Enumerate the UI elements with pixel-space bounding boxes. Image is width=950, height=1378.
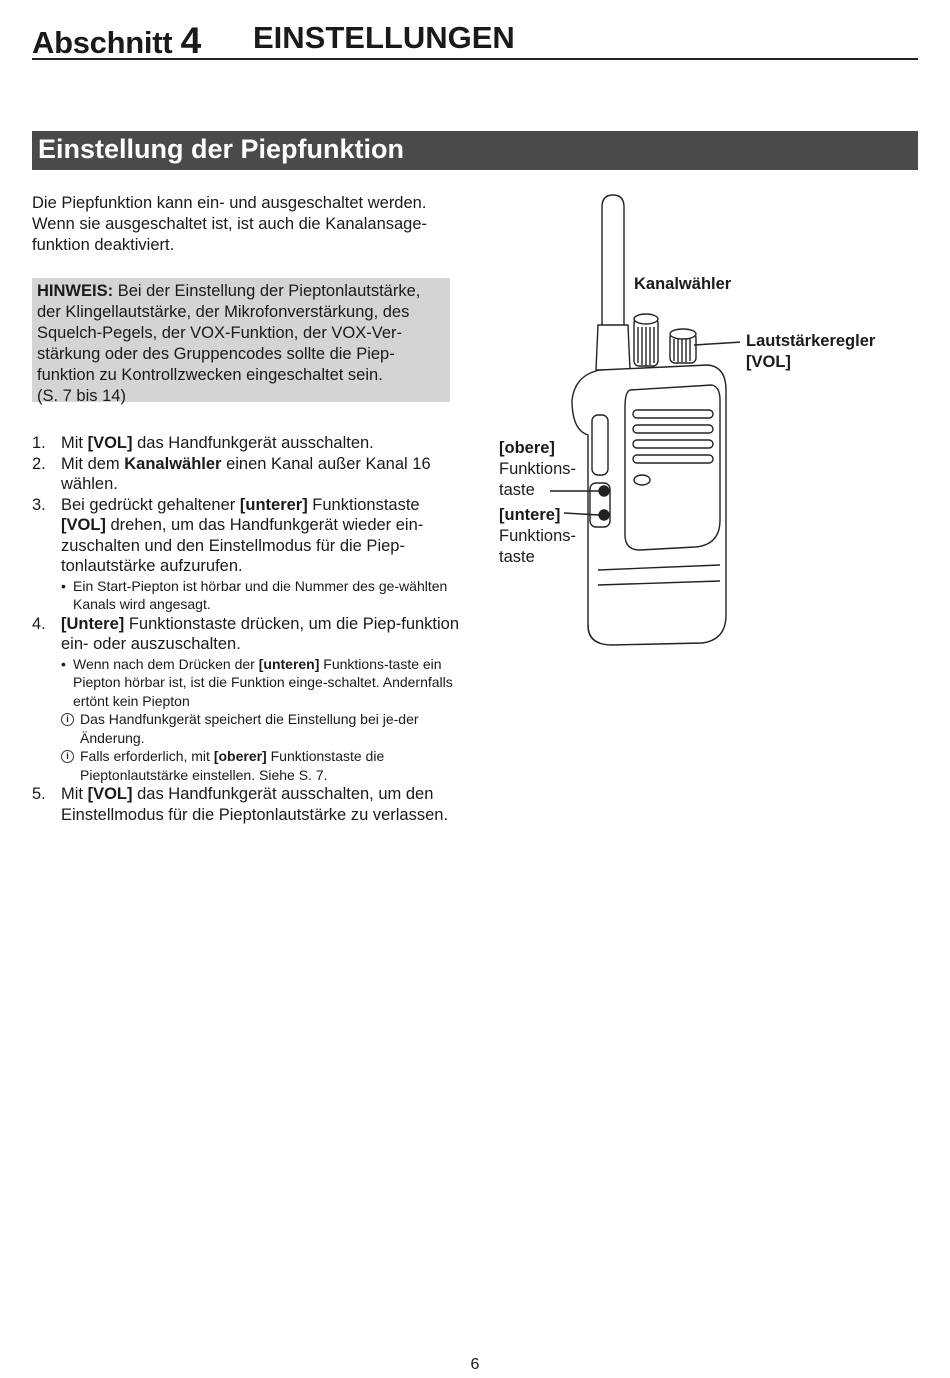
bullet-marker: • <box>61 655 66 672</box>
label-text: Funktions- <box>499 460 577 478</box>
step-4-info-1 <box>61 710 460 747</box>
label-text: taste <box>499 548 535 566</box>
note-box <box>32 278 450 405</box>
step-number: 5. <box>32 785 46 803</box>
step-keyword: [VOL] <box>61 516 106 534</box>
section-number: 4 <box>180 20 201 61</box>
volume-knob <box>670 329 696 363</box>
step-3 <box>32 495 460 614</box>
page-header <box>32 14 918 60</box>
ptt-button <box>592 415 608 475</box>
label-text: Lautstärkeregler <box>746 332 876 350</box>
intro-paragraph: Die Piepfunktion kann ein- und ausgeschaltet werden. Wenn sie ausgeschaltet ist, ist auch die Kanalansage-funktion deaktiviert. <box>32 194 428 254</box>
section-word: Abschnitt <box>32 25 173 60</box>
step-text: einen Kanal außer Kanal 16 wählen. <box>61 454 431 493</box>
note-reference: (S. 7 bis 14) <box>37 387 126 405</box>
step-text: das Handfunkgerät ausschalten, um den Einstellmodus für die Pieptonlautstärke zu verlassen. <box>61 785 449 824</box>
upper-function-key <box>599 486 609 496</box>
step-4-info-2 <box>61 747 460 784</box>
step-1 <box>32 433 460 454</box>
section-title-bar <box>32 131 918 170</box>
step-number: 4. <box>32 614 46 633</box>
steps-list <box>32 433 460 825</box>
page-number: 6 <box>470 1356 480 1373</box>
step-number: 2. <box>32 454 46 473</box>
label-text: [untere] <box>499 506 561 524</box>
lower-function-key <box>599 510 609 520</box>
note-text: Bei der Einstellung der Pieptonlautstärke, der Klingellautstärke, der Mikrofonverstärkung, des Squelch-Pegels, der VOX-Funktion, der VOX-Ver-stärkung oder des Gruppencodes sollte die Piep-funktion zu Kontrollzwecken eingeschaltet sein. <box>37 282 421 384</box>
info-keyword: [oberer] <box>213 748 267 764</box>
step-text: Mit dem <box>61 454 125 473</box>
step-2 <box>32 454 460 495</box>
step-number: 3. <box>32 495 46 514</box>
step-keyword: Kanalwähler <box>124 454 222 473</box>
step-text: Mit <box>61 785 88 803</box>
bullet-text: Funktions-taste ein Piepton hörbar ist, ist die Funktion einge-schaltet. Andernfalls ertönt kein Piepton <box>73 655 453 709</box>
bullet-text: Ein Start-Piepton ist hörbar und die Nummer des ge-wählten Kanals wird angesagt. <box>73 577 448 612</box>
step-keyword: [VOL] <box>87 785 133 803</box>
step-4 <box>32 614 460 785</box>
leader-line <box>694 342 740 345</box>
step-keyword: [VOL] <box>87 434 133 452</box>
info-text: Das Handfunkgerät speichert die Einstellung bei je-der Änderung. <box>80 711 419 746</box>
chapter-title: EINSTELLUNGEN <box>253 20 515 55</box>
step-text: Bei gedrückt gehaltener <box>61 495 240 514</box>
label-text: Funktions- <box>499 527 577 545</box>
channel-selector-knob <box>634 314 658 366</box>
step-text: drehen, um das Handfunkgerät wieder ein-zuschalten und den Einstellmodus für die Piep-tonlautstärke aufzurufen. <box>61 516 424 575</box>
volume-control-label <box>746 331 875 373</box>
section-label <box>32 20 201 62</box>
step-text: Funktionstaste drücken, um die Piep-funktion ein- oder auszuschalten. <box>61 614 460 653</box>
info-text: Falls erforderlich, mit <box>80 748 214 764</box>
label-text: Kanalwähler <box>634 275 732 293</box>
label-text: [VOL] <box>746 353 791 371</box>
info-text: Funktionstaste die Pieptonlautstärke einstellen. Siehe S. 7. <box>80 748 385 783</box>
step-text: Mit <box>61 434 88 452</box>
step-keyword: [Untere] <box>61 614 125 633</box>
radio-illustration <box>480 185 740 655</box>
step-text: das Handfunkgerät ausschalten. <box>132 434 374 452</box>
step-text: Funktionstaste <box>307 495 420 514</box>
info-icon: i <box>61 713 74 726</box>
step-keyword: [unterer] <box>239 495 308 514</box>
step-4-bullet <box>61 655 460 711</box>
bullet-text: Wenn nach dem Drücken der <box>73 655 259 672</box>
label-text: taste <box>499 481 535 499</box>
step-number: 1. <box>32 434 46 452</box>
info-icon: i <box>61 750 74 763</box>
lower-function-key-label <box>499 505 576 568</box>
upper-function-key-label <box>499 438 576 501</box>
antenna <box>602 195 624 325</box>
step-5 <box>32 784 460 825</box>
bullet-keyword: [unteren] <box>258 655 320 672</box>
step-3-bullet <box>61 577 460 614</box>
note-label: HINWEIS: <box>37 282 114 300</box>
channel-selector-label <box>634 274 731 295</box>
section-title: Einstellung der Piepfunktion <box>38 134 405 164</box>
label-text: [obere] <box>499 439 555 457</box>
bullet-marker: • <box>61 577 66 594</box>
